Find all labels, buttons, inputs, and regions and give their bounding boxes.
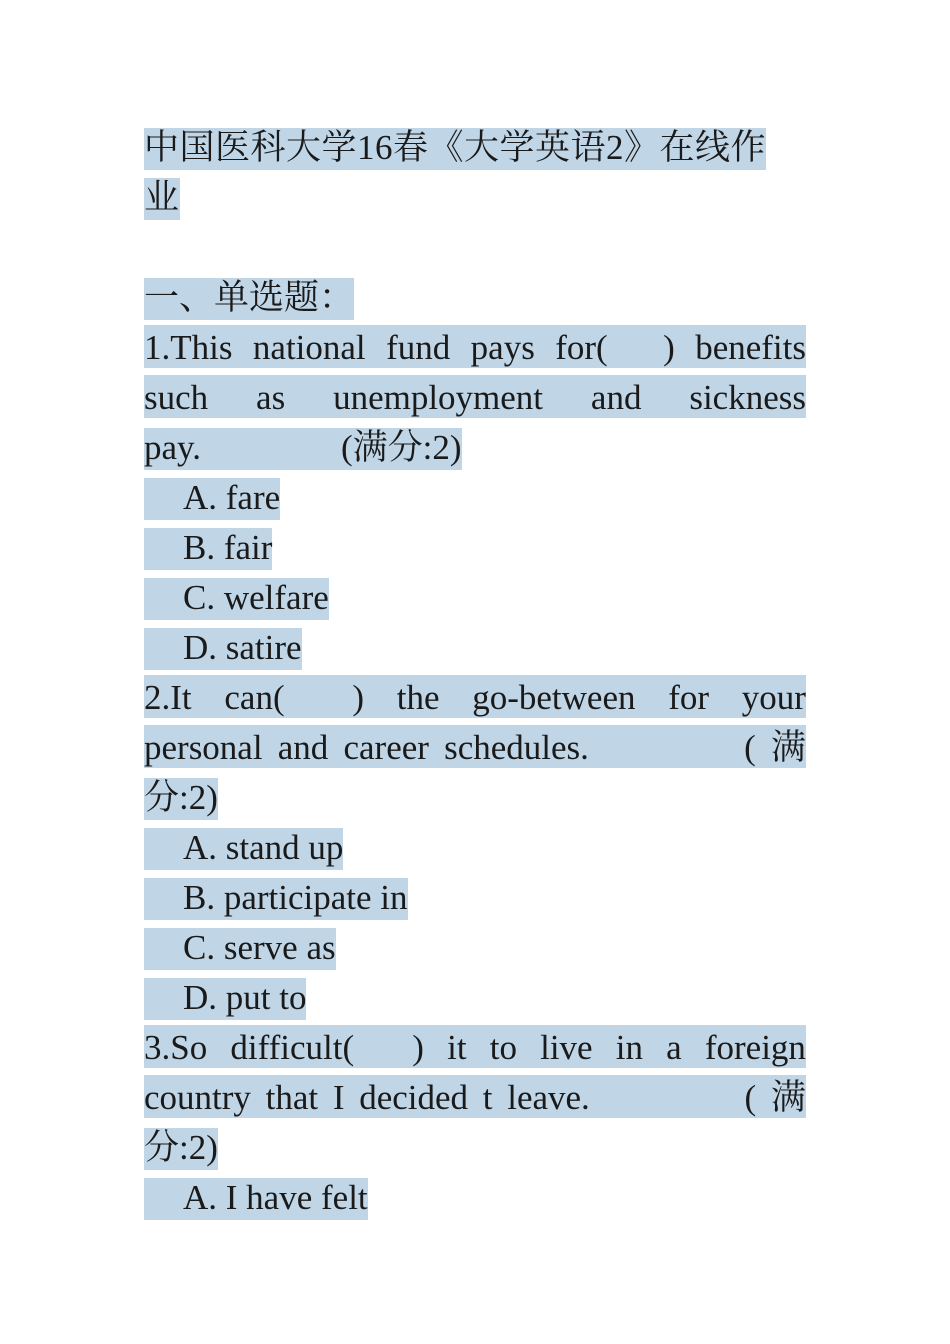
word: 满	[770, 728, 806, 767]
word: t	[482, 1078, 493, 1117]
word: career	[343, 728, 429, 767]
word: can(	[224, 678, 285, 717]
question-text	[144, 725, 806, 768]
word: (	[604, 728, 756, 767]
option-text: A. fare	[144, 478, 280, 520]
option-text: A. I have felt	[144, 1178, 368, 1220]
word: difficult(	[230, 1028, 355, 1067]
question-1-option-2	[144, 525, 806, 575]
word: benefits	[695, 328, 806, 367]
question-score: pay. (满分:2)	[144, 428, 462, 470]
word: for	[668, 678, 710, 717]
word: pays	[470, 328, 535, 367]
option-text: A. stand up	[144, 828, 343, 870]
word: foreign	[704, 1028, 806, 1067]
doc-title-line-1	[144, 125, 806, 175]
word: a	[666, 1028, 682, 1067]
word: leave.	[507, 1078, 590, 1117]
document-content	[144, 125, 806, 1225]
question-3-line-2	[144, 1075, 806, 1125]
word: and	[590, 378, 642, 417]
word: sickness	[689, 378, 806, 417]
question-1-line-2	[144, 375, 806, 425]
word: live	[540, 1028, 593, 1067]
question-2-option-2	[144, 875, 806, 925]
word: your	[741, 678, 806, 717]
word: (	[604, 1078, 757, 1117]
section-heading	[144, 275, 806, 325]
option-text: D. put to	[144, 978, 306, 1020]
word: personal	[144, 728, 263, 767]
word: and	[277, 728, 329, 767]
word: fund	[386, 328, 451, 367]
word: to	[489, 1028, 517, 1067]
question-list	[144, 325, 806, 1225]
word: country	[144, 1078, 251, 1117]
doc-title-line-2	[144, 175, 806, 225]
word: national	[252, 328, 366, 367]
option-text: B. participate in	[144, 878, 408, 920]
question-1-last-line	[144, 425, 806, 475]
word: decided	[359, 1078, 469, 1117]
word: schedules.	[444, 728, 589, 767]
question-3-option-1	[144, 1175, 806, 1225]
option-text: C. serve as	[144, 928, 336, 970]
doc-title-text: 中国医科大学16春《大学英语2》在线作	[144, 128, 766, 170]
word: unemployment	[333, 378, 544, 417]
word: 满	[770, 1078, 806, 1117]
word: that	[265, 1078, 319, 1117]
question-3-line-1	[144, 1025, 806, 1075]
word: )	[628, 328, 675, 367]
word: 3.So	[144, 1028, 208, 1067]
word: in	[615, 1028, 643, 1067]
word: 2.It	[144, 678, 192, 717]
question-2-option-4	[144, 975, 806, 1025]
doc-title-text-cont: 业	[144, 178, 180, 220]
section-heading-text: 一、单选题：	[144, 278, 354, 320]
question-2-option-3	[144, 925, 806, 975]
option-text: D. satire	[144, 628, 302, 670]
word: 1.This	[144, 328, 233, 367]
word: )	[317, 678, 364, 717]
question-1-option-3	[144, 575, 806, 625]
spacer	[144, 225, 806, 275]
question-3-last-line	[144, 1125, 806, 1175]
question-1-option-4	[144, 625, 806, 675]
word: I	[332, 1078, 345, 1117]
word: such	[144, 378, 209, 417]
question-1-line-1	[144, 325, 806, 375]
question-1-option-1	[144, 475, 806, 525]
question-text	[144, 1025, 806, 1068]
word: as	[256, 378, 286, 417]
word: it	[447, 1028, 467, 1067]
word: the	[396, 678, 440, 717]
question-2-option-1	[144, 825, 806, 875]
question-2-line-1	[144, 675, 806, 725]
word: go-between	[472, 678, 636, 717]
question-2-line-2	[144, 725, 806, 775]
question-score: 分:2)	[144, 1128, 218, 1170]
option-text: C. welfare	[144, 578, 329, 620]
question-text	[144, 1075, 806, 1118]
question-text	[144, 325, 806, 368]
question-score: 分:2)	[144, 778, 218, 820]
question-text	[144, 675, 806, 718]
option-text: B. fair	[144, 528, 272, 570]
question-2-last-line	[144, 775, 806, 825]
word: for(	[555, 328, 608, 367]
word: )	[377, 1028, 424, 1067]
question-text	[144, 375, 806, 418]
